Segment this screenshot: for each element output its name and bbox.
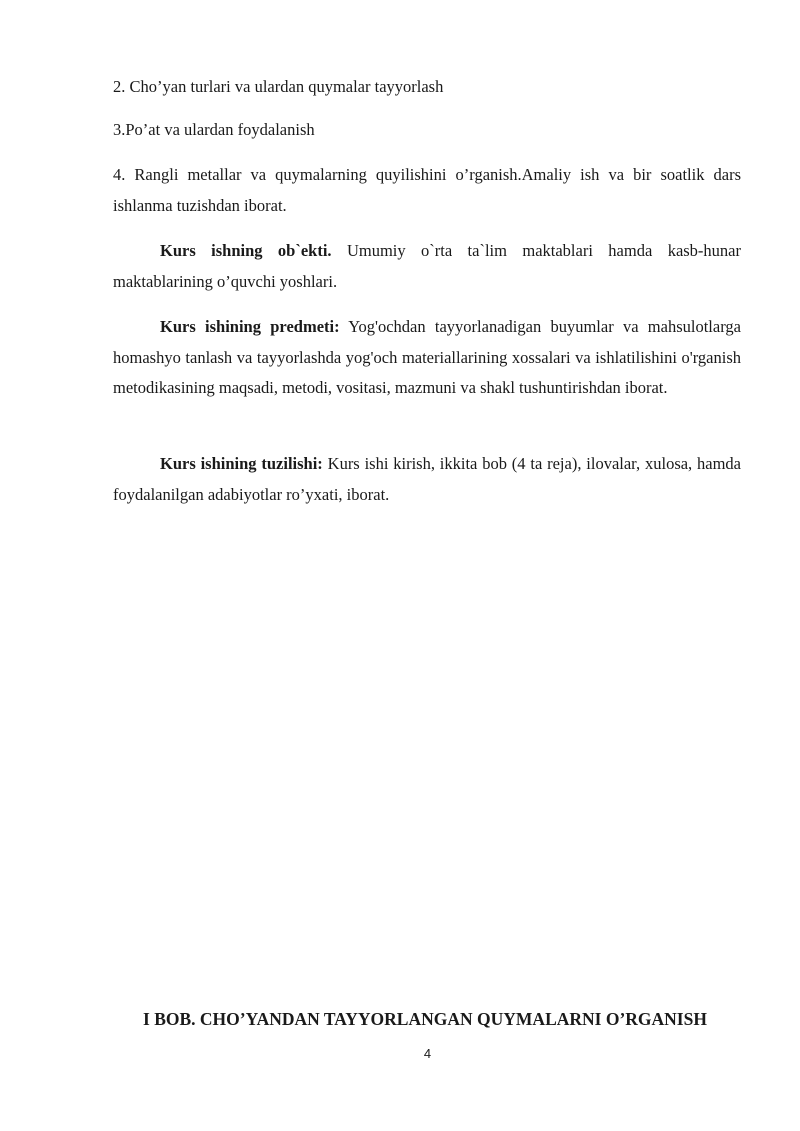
structure-text: Kurs ishi kirish, ikkita bob (4 ta reja), ilovalar, xulosa, hamda foydalanilgan adabiyotlar ro’yxati, iborat. [113,454,741,504]
object-text: Umumiy o`rta ta`lim maktablari hamda kasb-hunar maktablarining o’quvchi yoshlari. [113,241,741,291]
subject-text: Yog'ochdan tayyorlanadigan buyumlar va mahsulotlarga homashyo tanlash va tayyorlashda yog'och materiallarining xossalari va ishlatilishini o'rganish metodikasining maqsadi, metodi, vositasi, mazmuni va shakl tushuntirishdan iborat. [113,317,741,397]
paragraph-object [113,236,741,297]
paragraph-subject [113,312,741,404]
list-item: 2. Cho’yan turlari va ulardan quymalar tayyorlash [113,77,444,96]
page-number: 4 [423,1046,432,1061]
paragraph-item4: 4. Rangli metallar va quymalarning quyilishini o’rganish.Amaliy ish va bir soatlik dars ishlanma tuzishdan iborat. [113,165,741,215]
list-item: 3.Po’at va ulardan foydalanish [113,120,315,139]
structure-label: Kurs ishining tuzilishi: [160,454,323,473]
chapter-heading: I BOB. CHO’YANDAN TAYYORLANGAN QUYMALARNI O’RGANISH [143,1009,707,1029]
object-label: Kurs ishning ob`ekti. [160,241,332,260]
subject-label: Kurs ishining predmeti: [160,317,340,336]
paragraph-structure [113,449,741,510]
